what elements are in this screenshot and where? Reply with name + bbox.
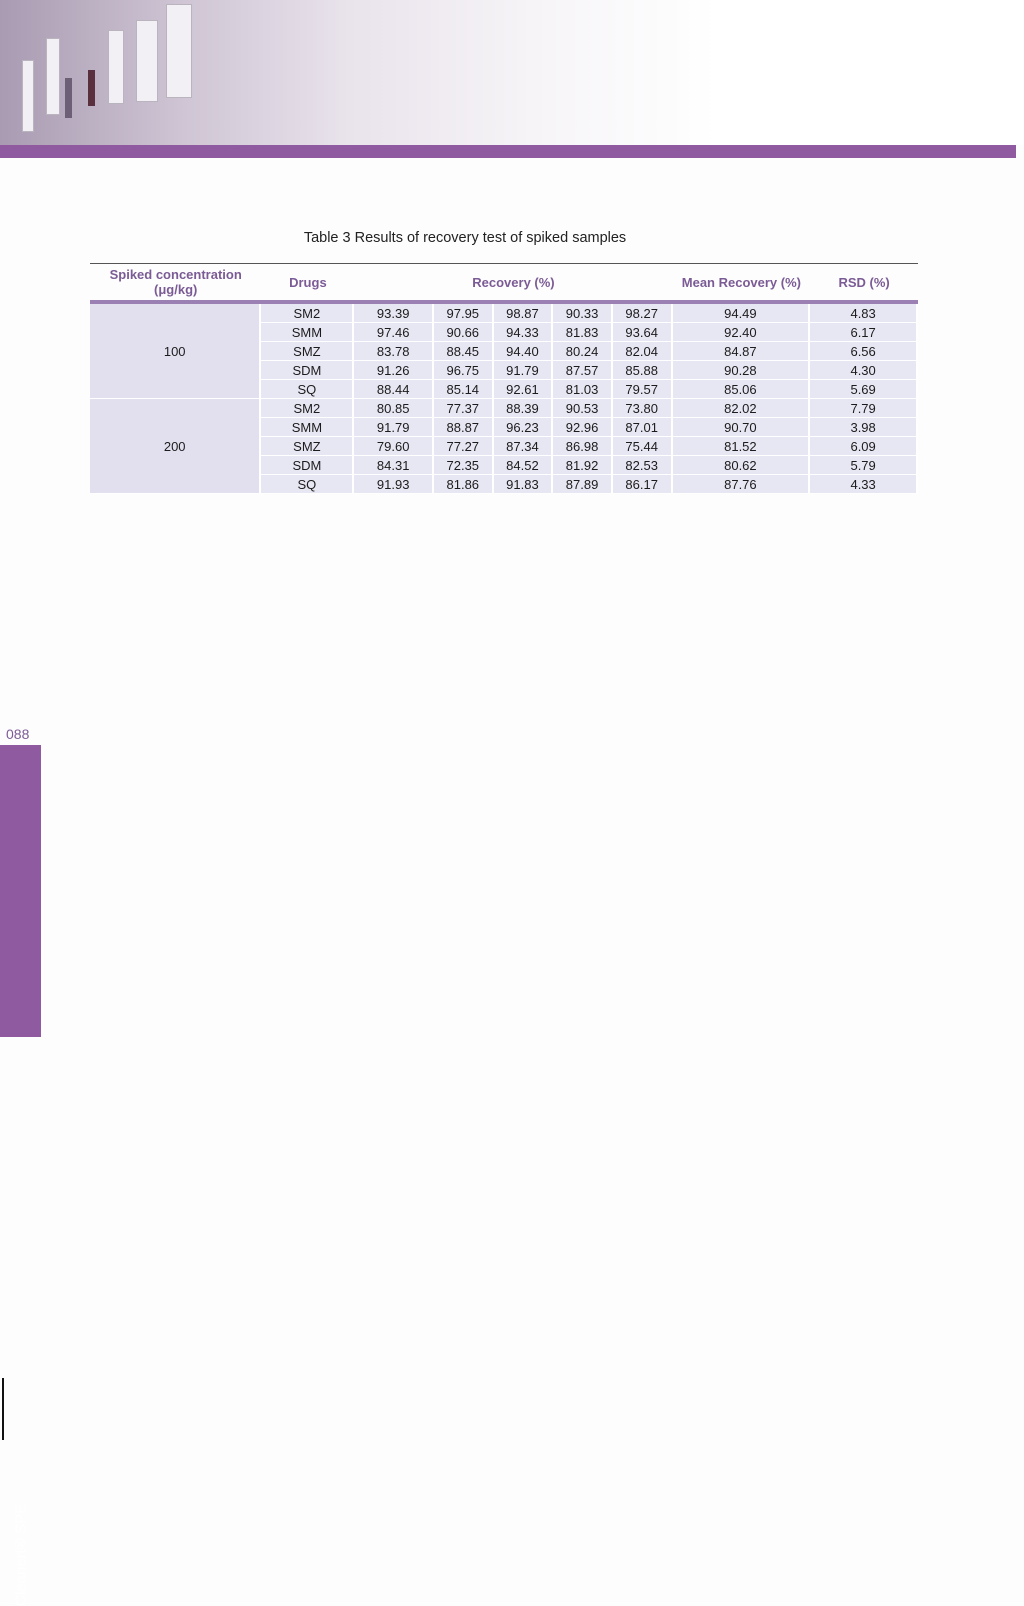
recovery-cell: 92.61	[494, 380, 554, 399]
mean-recovery-cell: 84.87	[673, 342, 811, 361]
mean-recovery-cell: 80.62	[673, 456, 811, 475]
recovery-cell: 82.04	[613, 342, 673, 361]
recovery-cell: 93.39	[354, 304, 434, 323]
drug-cell: SQ	[261, 380, 354, 399]
recovery-cell: 87.01	[613, 418, 673, 437]
header-rsd: RSD (%)	[810, 263, 918, 304]
spe-cartridge-image	[46, 38, 60, 115]
recovery-cell: 88.44	[354, 380, 434, 399]
rsd-cell: 4.30	[810, 361, 918, 380]
brand-label: Cleanert® SPE	[12, 1504, 30, 1606]
mean-recovery-cell: 87.76	[673, 475, 811, 494]
table-row	[90, 399, 918, 418]
mean-recovery-cell: 81.52	[673, 437, 811, 456]
recovery-cell: 79.60	[354, 437, 434, 456]
mean-recovery-cell: 90.28	[673, 361, 811, 380]
rsd-cell: 6.17	[810, 323, 918, 342]
drug-cell: SMZ	[261, 342, 354, 361]
rsd-cell: 5.79	[810, 456, 918, 475]
concentration-cell: 200	[90, 399, 261, 494]
drug-cell: SDM	[261, 456, 354, 475]
recovery-cell: 92.96	[553, 418, 613, 437]
recovery-cell: 81.83	[553, 323, 613, 342]
concentration-cell: 100	[90, 304, 261, 399]
spe-cartridge-image	[166, 4, 192, 98]
recovery-cell: 94.33	[494, 323, 554, 342]
recovery-cell: 75.44	[613, 437, 673, 456]
drug-cell: SMM	[261, 323, 354, 342]
recovery-cell: 73.80	[613, 399, 673, 418]
header-drugs: Drugs	[261, 263, 354, 304]
recovery-cell: 90.66	[434, 323, 494, 342]
mean-recovery-cell: 82.02	[673, 399, 811, 418]
recovery-cell: 79.57	[613, 380, 673, 399]
recovery-cell: 87.89	[553, 475, 613, 494]
recovery-cell: 96.75	[434, 361, 494, 380]
drug-cell: SMZ	[261, 437, 354, 456]
table-header-row	[90, 263, 918, 304]
recovery-cell: 90.53	[553, 399, 613, 418]
spe-cartridge-image	[22, 60, 34, 132]
recovery-cell: 77.37	[434, 399, 494, 418]
recovery-cell: 98.27	[613, 304, 673, 323]
recovery-cell: 90.33	[553, 304, 613, 323]
spe-cartridge-image	[65, 78, 72, 118]
recovery-cell: 86.98	[553, 437, 613, 456]
recovery-cell: 93.64	[613, 323, 673, 342]
recovery-cell: 88.87	[434, 418, 494, 437]
mean-recovery-cell: 92.40	[673, 323, 811, 342]
drug-cell: SDM	[261, 361, 354, 380]
page-edge-line	[2, 1378, 4, 1440]
recovery-cell: 91.79	[354, 418, 434, 437]
header-photo	[0, 0, 1024, 145]
recovery-cell: 96.23	[494, 418, 554, 437]
recovery-cell: 82.53	[613, 456, 673, 475]
recovery-cell: 97.95	[434, 304, 494, 323]
recovery-cell: 91.79	[494, 361, 554, 380]
header-concentration: Spiked concentration (μg/kg)	[90, 263, 261, 304]
mean-recovery-cell: 94.49	[673, 304, 811, 323]
rsd-cell: 6.09	[810, 437, 918, 456]
recovery-cell: 88.45	[434, 342, 494, 361]
recovery-cell: 97.46	[354, 323, 434, 342]
recovery-cell: 94.40	[494, 342, 554, 361]
mean-recovery-cell: 90.70	[673, 418, 811, 437]
rsd-cell: 4.33	[810, 475, 918, 494]
rsd-cell: 3.98	[810, 418, 918, 437]
recovery-table	[90, 263, 918, 494]
recovery-cell: 98.87	[494, 304, 554, 323]
rsd-cell: 4.83	[810, 304, 918, 323]
recovery-cell: 85.88	[613, 361, 673, 380]
recovery-cell: 87.57	[553, 361, 613, 380]
recovery-cell: 86.17	[613, 475, 673, 494]
drug-cell: SM2	[261, 399, 354, 418]
drug-cell: SM2	[261, 304, 354, 323]
recovery-cell: 72.35	[434, 456, 494, 475]
spe-cartridge-image	[108, 30, 124, 104]
side-tab	[0, 745, 41, 1606]
recovery-cell: 80.24	[553, 342, 613, 361]
recovery-cell: 88.39	[494, 399, 554, 418]
table-row	[90, 304, 918, 323]
header-recovery: Recovery (%)	[354, 263, 672, 304]
page-number: 088	[6, 726, 30, 742]
rsd-cell: 7.79	[810, 399, 918, 418]
table-title: Table 3 Results of recovery test of spiked samples	[303, 230, 627, 246]
recovery-cell: 81.92	[553, 456, 613, 475]
header-band	[0, 145, 1016, 158]
drug-cell: SQ	[261, 475, 354, 494]
recovery-cell: 85.14	[434, 380, 494, 399]
recovery-cell: 84.52	[494, 456, 554, 475]
recovery-cell: 77.27	[434, 437, 494, 456]
recovery-cell: 87.34	[494, 437, 554, 456]
spe-cartridge-image	[88, 70, 95, 106]
recovery-cell: 81.86	[434, 475, 494, 494]
recovery-cell: 83.78	[354, 342, 434, 361]
recovery-cell: 91.83	[494, 475, 554, 494]
recovery-cell: 81.03	[553, 380, 613, 399]
recovery-cell: 91.26	[354, 361, 434, 380]
mean-recovery-cell: 85.06	[673, 380, 811, 399]
drug-cell: SMM	[261, 418, 354, 437]
recovery-cell: 84.31	[354, 456, 434, 475]
rsd-cell: 5.69	[810, 380, 918, 399]
spe-cartridge-image	[136, 20, 158, 102]
rsd-cell: 6.56	[810, 342, 918, 361]
header-mean-recovery: Mean Recovery (%)	[673, 263, 811, 304]
recovery-cell: 91.93	[354, 475, 434, 494]
recovery-cell: 80.85	[354, 399, 434, 418]
